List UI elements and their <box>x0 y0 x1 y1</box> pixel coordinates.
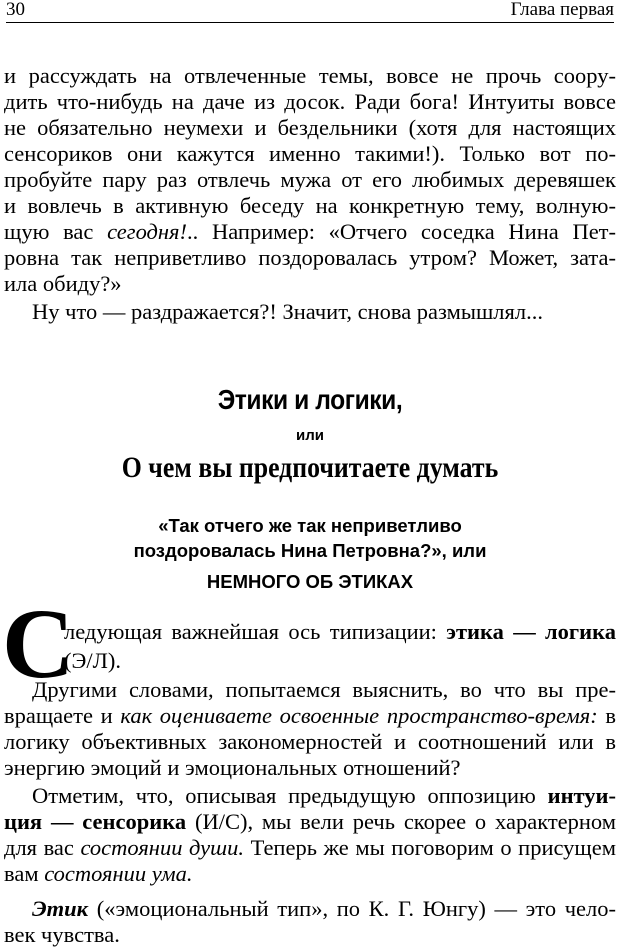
page-number: 30 <box>6 0 25 20</box>
text-segment: дить что-нибудь на даче из досок. Ради бога! Интуиты вовсе <box>4 89 616 114</box>
text-line <box>32 299 616 325</box>
text-segment: щую вас <box>4 219 108 244</box>
text-segment: Другими словами, попытаемся выяснить, во что вы пре- <box>32 677 616 702</box>
section-subtitle: О чем вы предпочитаете думать <box>121 451 499 484</box>
text-segment: и рассуждать на отвлеченные темы, вовсе не прочь соору- <box>4 63 616 88</box>
text-line <box>4 271 616 297</box>
text-segment: Этик <box>32 896 89 921</box>
text-segment: логику объективных закономерностей и соотношений или в <box>4 729 616 754</box>
text-segment: ледующая важнейшая ось типизации: <box>64 619 447 644</box>
text-line <box>4 193 616 219</box>
text-segment: Теперь же мы поговорим о присущем <box>243 835 616 860</box>
text-line <box>64 648 616 674</box>
text-line <box>4 167 616 193</box>
text-segment: пробуйте пару раз отвлечь мужа от его любимых деревяшек <box>4 167 616 192</box>
text-line <box>32 677 616 703</box>
text-line <box>4 245 616 271</box>
text-line <box>4 809 616 835</box>
text-line <box>4 755 616 781</box>
text-segment: вращаете и <box>4 703 121 728</box>
text-segment: век чувства. <box>4 922 120 947</box>
section-or: или <box>296 427 324 444</box>
text-segment: интуи- <box>547 783 616 808</box>
text-line <box>4 729 616 755</box>
text-segment: вам <box>4 861 45 886</box>
chapter-title: Глава первая <box>510 0 614 20</box>
subsection-title-line-1: «Так отчего же так неприветливо <box>158 515 462 536</box>
text-segment: состоянии души. <box>80 835 244 860</box>
text-segment: сенсориков они кажутся именно такими!). Только вот по- <box>4 141 616 166</box>
text-line <box>4 861 616 887</box>
page-header <box>6 0 614 23</box>
text-segment: .. Например: «Отчего соседка Нина Пет- <box>187 219 617 244</box>
text-segment: этика — логика <box>446 619 616 644</box>
text-line <box>4 63 616 89</box>
text-line <box>4 922 616 948</box>
text-segment: состоянии ума. <box>44 861 193 886</box>
subsection-title-line-3: НЕМНОГО ОБ ЭТИКАХ <box>206 571 414 592</box>
text-segment: Ну что — раздражается?! Значит, снова размышлял... <box>32 299 543 324</box>
text-segment: («эмоциональный тип», по К. Г. Юнгу) — это чело- <box>88 896 616 921</box>
text-segment: в <box>597 703 616 728</box>
text-line <box>4 89 616 115</box>
text-line <box>4 703 616 729</box>
text-line <box>32 783 616 809</box>
text-segment: ила обиду?» <box>4 271 122 296</box>
subsection-title-line-2: поздоровалась Нина Петровна?», или <box>133 540 487 561</box>
text-line <box>64 619 616 645</box>
text-segment: энергию эмоций и эмоциональных отношений? <box>4 755 461 780</box>
text-line <box>4 219 616 245</box>
section-title: Этики и логики, <box>217 384 403 415</box>
text-line <box>4 115 616 141</box>
text-line <box>32 896 616 922</box>
text-segment: (И/С), мы вели речь скорее о характерном <box>186 809 616 834</box>
text-segment: не обязательно неумехи и бездельники (хотя для настоящих <box>4 115 616 140</box>
text-segment: (Э/Л). <box>64 648 121 673</box>
text-segment: и вовлечь в активную беседу на конкретную тему, волную- <box>4 193 616 218</box>
text-segment: как оцениваете освоенные пространство-время: <box>120 703 598 728</box>
text-line <box>4 141 616 167</box>
text-line <box>4 835 616 861</box>
text-segment: для вас <box>4 835 81 860</box>
text-segment: сегодня! <box>107 219 188 244</box>
text-segment: ровна так неприветливо поздоровалась утром? Может, зата- <box>4 245 616 270</box>
text-segment: ция — сенсорика <box>4 809 187 834</box>
text-segment: Отметим, что, описывая предыдущую оппозицию <box>32 783 548 808</box>
drop-cap: С <box>2 588 75 699</box>
